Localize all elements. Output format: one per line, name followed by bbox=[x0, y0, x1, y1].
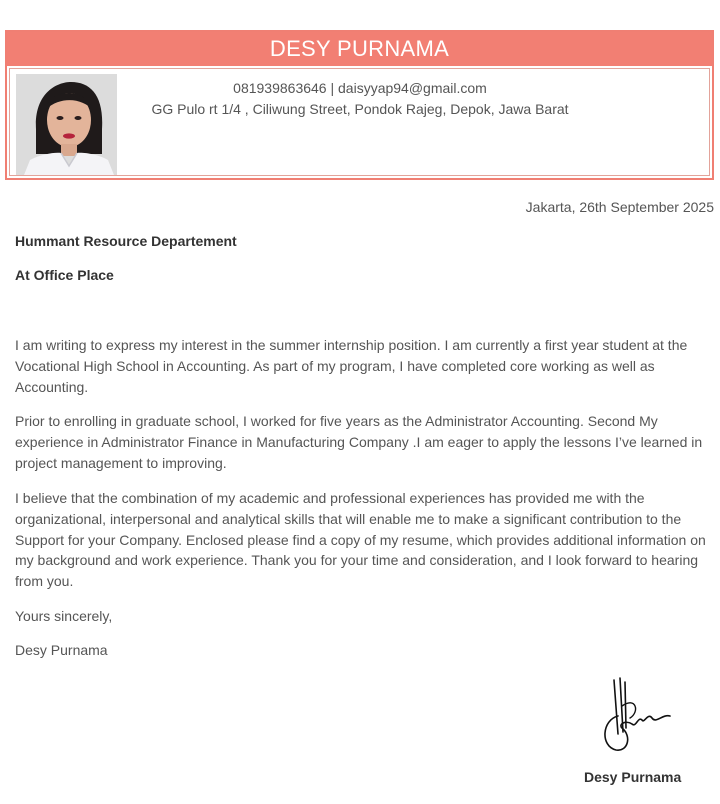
recipient-place: At Office Place bbox=[15, 267, 114, 283]
handwritten-signature bbox=[596, 676, 676, 756]
profile-photo-image bbox=[16, 74, 117, 175]
profile-photo bbox=[16, 74, 117, 175]
letter-paragraph-3: I believe that the combination of my academic and professional experiences has provided me with the organizational, interpersonal and analytical skills that will enable me to make a significant contribution to the Support for your Company. Enclosed please find a copy of my resume, which provides additional information on my background and work experience. Thank you for your time and consideration, and I look forward to hearing from you. bbox=[15, 490, 706, 590]
signature-name: Desy Purnama bbox=[584, 769, 682, 785]
recipient-department: Hummant Resource Departement bbox=[15, 233, 237, 249]
contact-phone-email: 081939863646 | daisyyap94@gmail.com bbox=[233, 80, 487, 96]
letter-paragraph-1: I am writing to express my interest in the summer internship position. I am currently a first year student at the Vocational High School in Accounting. As part of my program, I have completed core working as well as Accounting. bbox=[15, 337, 688, 395]
letter-date: Jakarta, 26th September 2025 bbox=[525, 199, 714, 215]
closing-name: Desy Purnama bbox=[15, 642, 108, 658]
contact-address: GG Pulo rt 1/4 , Ciliwung Street, Pondok Rajeg, Depok, Jawa Barat bbox=[151, 101, 569, 117]
closing-salutation: Yours sincerely, bbox=[15, 608, 113, 624]
applicant-name: DESY PURNAMA bbox=[7, 32, 712, 66]
letter-paragraph-2: Prior to enrolling in graduate school, I worked for five years as the Administrator Accounting. Second My experience in Administrator Finance in Manufacturing Company .I am eager to apply the lessons I’ve learned in project management to improving. bbox=[15, 413, 703, 471]
